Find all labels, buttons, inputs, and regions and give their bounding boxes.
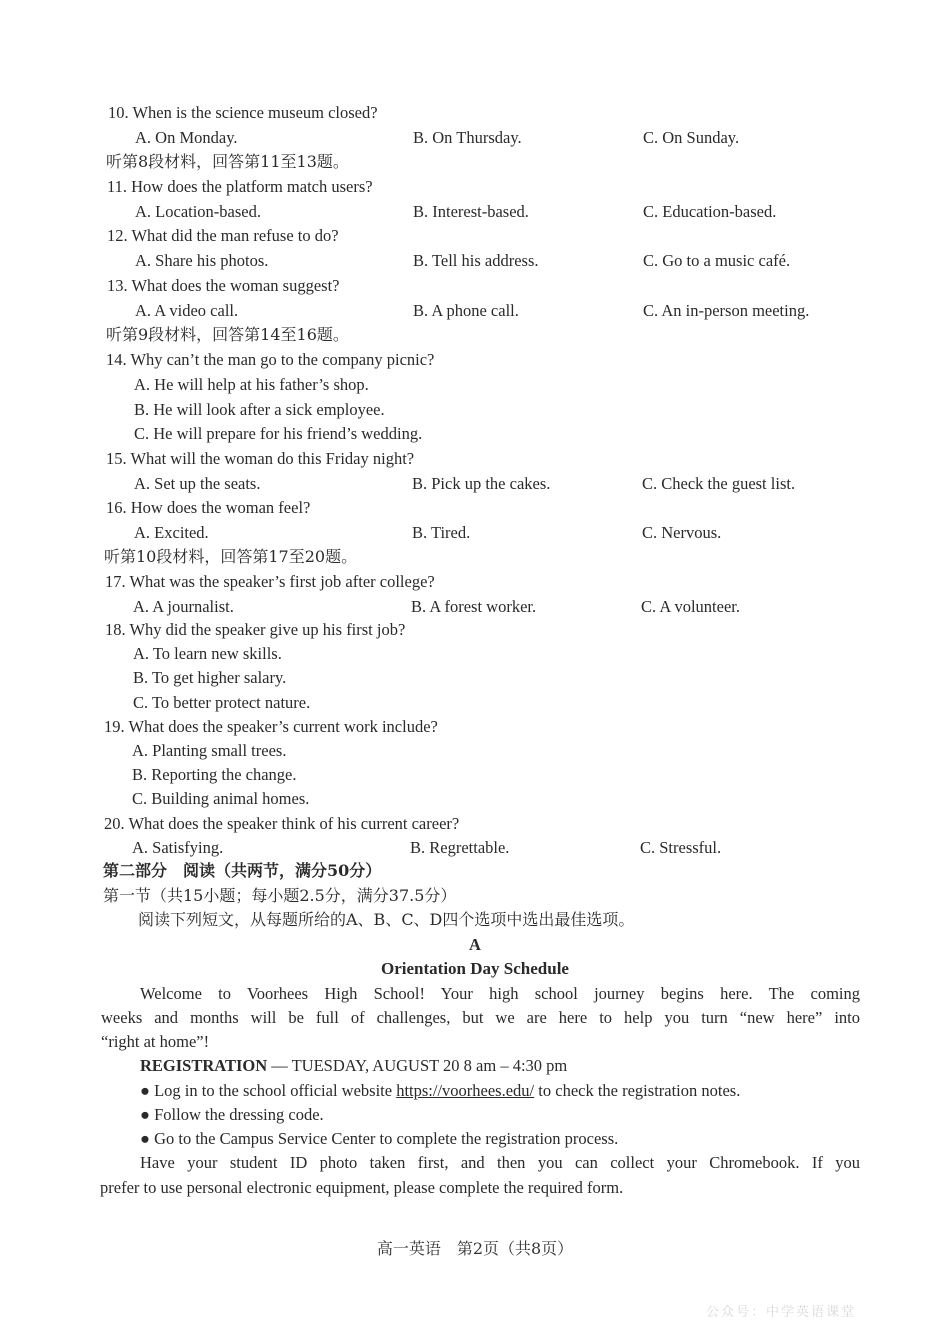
- paragraph-1-line-1: Welcome to Voorhees High School! Your high school journey begins here. The coming: [140, 984, 860, 1003]
- option-b: B. On Thursday.: [413, 128, 522, 147]
- paragraph-2-line-2: prefer to use personal electronic equipment, please complete the required form.: [100, 1178, 624, 1197]
- question-18-option-b: B. To get higher salary.: [133, 668, 287, 687]
- passage-letter: A: [469, 935, 481, 954]
- question-18: 18. Why did the speaker give up his first job?: [105, 620, 406, 639]
- option-b: B. A forest worker.: [411, 597, 537, 616]
- bullet-text-end: to check the registration notes.: [534, 1081, 741, 1100]
- section-one-heading: 第一节（共15小题；每小题2.5分，满分37.5分）: [103, 886, 457, 905]
- question-18-option-c: C. To better protect nature.: [133, 693, 311, 712]
- question-19-option-c: C. Building animal homes.: [132, 789, 310, 808]
- question-13-options: [0, 301, 950, 321]
- bullet-icon: ●: [140, 1105, 150, 1124]
- question-12: 12. What did the man refuse to do?: [107, 226, 339, 245]
- bullet-icon: ●: [140, 1081, 150, 1100]
- option-a: A. A journalist.: [133, 597, 234, 616]
- section-10-heading: 听第10段材料，回答第17至20题。: [104, 547, 358, 566]
- page-footer: 高一英语 第2页（共8页）: [376, 1239, 574, 1258]
- option-a: A. Set up the seats.: [134, 474, 261, 493]
- question-14-option-a: A. He will help at his father’s shop.: [134, 375, 369, 394]
- option-b: B. A phone call.: [413, 301, 519, 320]
- option-b: B. Interest-based.: [413, 202, 529, 221]
- option-c: C. Go to a music café.: [643, 251, 791, 270]
- question-14-option-b: B. He will look after a sick employee.: [134, 400, 385, 419]
- option-c: C. A volunteer.: [641, 597, 740, 616]
- question-16-options: [0, 523, 950, 543]
- registration-label: REGISTRATION: [140, 1056, 268, 1075]
- paragraph-1-line-2: weeks and months will be full of challenges, but we are here to help you turn “new here” into: [101, 1008, 860, 1027]
- bullet-text: Log in to the school official website: [154, 1081, 397, 1100]
- option-b: B. Tell his address.: [413, 251, 539, 270]
- bullet-item-3: [140, 1129, 618, 1149]
- question-12-options: [0, 251, 950, 271]
- question-13: 13. What does the woman suggest?: [107, 276, 340, 295]
- option-a: A. A video call.: [135, 301, 239, 320]
- question-11-options: [0, 202, 950, 222]
- question-18-option-a: A. To learn new skills.: [133, 644, 282, 663]
- paragraph-2-line-1: Have your student ID photo taken first, and then you can collect your Chromebook. If you: [140, 1153, 860, 1172]
- paragraph-1-line-3: “right at home”!: [101, 1032, 210, 1051]
- question-19: 19. What does the speaker’s current work include?: [104, 717, 438, 736]
- question-14: 14. Why can’t the man go to the company picnic?: [106, 350, 435, 369]
- option-c: C. On Sunday.: [643, 128, 740, 147]
- reading-instruction: 阅读下列短文，从每题所给的A、B、C、D四个选项中选出最佳选项。: [138, 910, 635, 929]
- option-b: B. Pick up the cakes.: [412, 474, 551, 493]
- question-20-options: [0, 838, 950, 858]
- option-a: A. Share his photos.: [135, 251, 269, 270]
- option-a: A. Excited.: [134, 523, 209, 542]
- question-17-options: [0, 597, 950, 617]
- option-c: C. Check the guest list.: [642, 474, 796, 493]
- question-14-option-c: C. He will prepare for his friend’s wedding.: [134, 424, 423, 443]
- option-a: A. Satisfying.: [132, 838, 224, 857]
- option-a: A. On Monday.: [135, 128, 238, 147]
- option-c: C. Stressful.: [640, 838, 722, 857]
- school-website-link[interactable]: https://voorhees.edu/: [396, 1081, 535, 1100]
- part-two-heading: 第二部分 阅读（共两节，满分50分）: [103, 861, 382, 880]
- bullet-text: Follow the dressing code.: [154, 1105, 324, 1124]
- question-15-options: [0, 474, 950, 494]
- bullet-icon: ●: [140, 1129, 150, 1148]
- option-c: C. Education-based.: [643, 202, 777, 221]
- question-17: 17. What was the speaker’s first job after college?: [105, 572, 435, 591]
- bullet-text: Go to the Campus Service Center to complete the registration process.: [154, 1129, 619, 1148]
- question-15: 15. What will the woman do this Friday night?: [106, 449, 415, 468]
- registration-time: — TUESDAY, AUGUST 20 8 am – 4:30 pm: [267, 1056, 568, 1075]
- passage-title: Orientation Day Schedule: [381, 959, 569, 978]
- bullet-item-2: [140, 1105, 324, 1125]
- section-9-heading: 听第9段材料，回答第14至16题。: [106, 325, 349, 344]
- question-19-option-b: B. Reporting the change.: [132, 765, 297, 784]
- section-8-heading: 听第8段材料，回答第11至13题。: [106, 152, 349, 171]
- bullet-item-1: [140, 1081, 740, 1101]
- option-c: C. An in-person meeting.: [643, 301, 810, 320]
- option-c: C. Nervous.: [642, 523, 722, 542]
- question-20: 20. What does the speaker think of his current career?: [104, 814, 460, 833]
- watermark: 公众号：中学英语课堂: [706, 1305, 857, 1320]
- question-11: 11. How does the platform match users?: [107, 177, 373, 196]
- question-19-option-a: A. Planting small trees.: [132, 741, 287, 760]
- question-10: 10. When is the science museum closed?: [108, 103, 378, 122]
- option-b: B. Tired.: [412, 523, 471, 542]
- registration-line: [140, 1056, 567, 1076]
- question-16: 16. How does the woman feel?: [106, 498, 311, 517]
- option-a: A. Location-based.: [135, 202, 261, 221]
- option-b: B. Regrettable.: [410, 838, 510, 857]
- question-10-options: [0, 128, 950, 148]
